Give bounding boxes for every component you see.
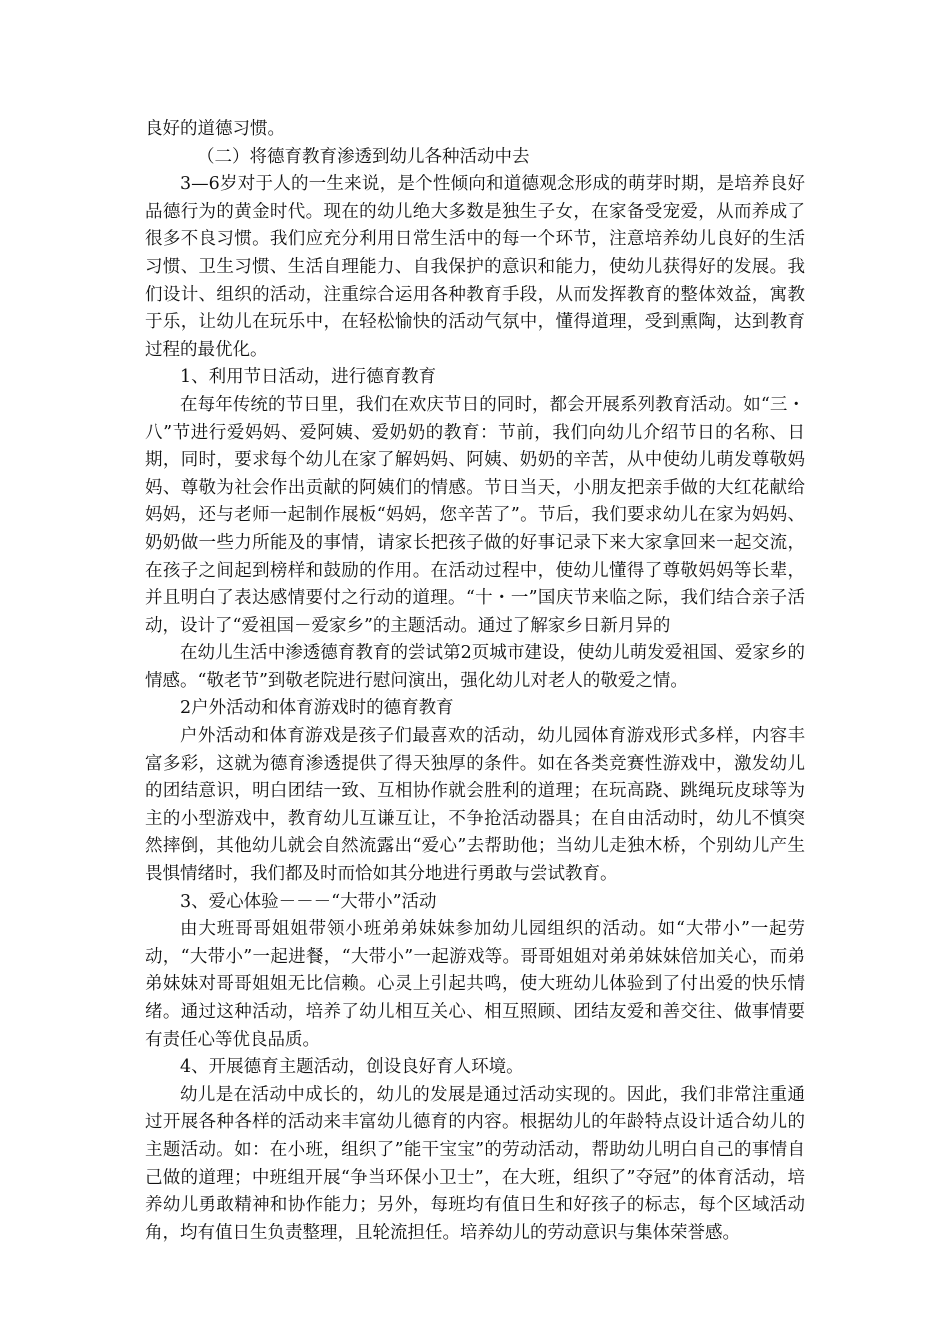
sub-heading: 1、利用节日活动，进行德育教育	[180, 367, 437, 388]
document-page	[145, 116, 805, 1247]
paragraph-continued: 良好的道德习惯。	[145, 119, 285, 139]
paragraph: 由大班哥哥姐姐带领小班弟弟妹妹参加幼儿园组织的活动。如“大带小”一起劳动，“大带小”一起进餐，“大带小”一起游戏等。哥哥姐姐对弟弟妹妹倍加关心，而弟弟妹妹对哥哥姐姐无比信赖。心灵上引起共鸣，使大班幼儿体验到了付出爱的快乐情绪。通过这种活动，培养了幼儿相互关心、相互照顾、团结友爱和善交往、做事情要有责任心等优良品质。	[145, 919, 805, 1050]
sub-heading: 2户外活动和体育游戏时的德育教育	[180, 698, 454, 719]
paragraph: 幼儿是在活动中成长的，幼儿的发展是通过活动实现的。因此，我们非常注重通过开展各种各样的活动来丰富幼儿德育的内容。根据幼儿的年龄特点设计适合幼儿的主题活动。如：在小班，组织了”能干宝宝”的劳动活动，帮助幼儿明白自己的事情自己做的道理；中班组开展“争当环保小卫士”，在大班，组织了”夺冠”的体育活动，培养幼儿勇敢精神和协作能力；另外，每班均有值日生和好孩子的标志，每个区域活动角，均有值日生负责整理，且轮流担任。培养幼儿的劳动意识与集体荣誉感。	[145, 1084, 805, 1243]
paragraph: 3—6岁对于人的一生来说，是个性倾向和道德观念形成的萌芽时期，是培养良好品德行为的黄金时代。现在的幼儿绝大多数是独生子女，在家备受宠爱，从而养成了很多不良习惯。我们应充分利用日常生活中的每一个环节，注意培养幼儿良好的生活习惯、卫生习惯、生活自理能力、自我保护的意识和能力，使幼儿获得好的发展。我们设计、组织的活动，注重综合运用各种教育手段，从而发挥教育的整体效益，寓教于乐，让幼儿在玩乐中，在轻松愉快的活动气氛中，懂得道理，受到熏陶，达到教育过程的最优化。	[145, 174, 805, 360]
section-heading: （二）将德育教育渗透到幼儿各种活动中去	[197, 146, 530, 167]
paragraph: 户外活动和体育游戏是孩子们最喜欢的活动，幼儿园体育游戏形式多样，内容丰富多彩，这就为德育渗透提供了得天独厚的条件。如在各类竞赛性游戏中，激发幼儿的团结意识，明白团结一致、互相协作就会胜利的道理；在玩高跷、跳绳玩皮球等为主的小型游戏中，教育幼儿互谦互让，不争抢活动器具；在自由活动时，幼儿不慎突然摔倒，其他幼儿就会自然流露出“爱心”去帮助他；当幼儿走独木桥，个别幼儿产生畏惧情绪时，我们都及时而恰如其分地进行勇敢与尝试教育。	[145, 726, 805, 885]
paragraph: 在幼儿生活中渗透德育教育的尝试第2页城市建设，使幼儿萌发爱祖国、爱家乡的情感。“敬老节”到敬老院进行慰问演出，强化幼儿对老人的敬爱之情。	[145, 643, 805, 691]
sub-heading: 4、开展德育主题活动，创设良好育人环境。	[180, 1057, 524, 1078]
paragraph: 在每年传统的节日里，我们在欢庆节日的同时，都会开展系列教育活动。如“三・八”节进行爱妈妈、爱阿姨、爱奶奶的教育：节前，我们向幼儿介绍节日的名称、日期，同时，要求每个幼儿在家了解妈妈、阿姨、奶奶的辛苦，从中使幼儿萌发尊敬妈妈、尊敬为社会作出贡献的阿姨们的情感。节日当天，小朋友把亲手做的大红花献给妈妈，还与老师一起制作展板“妈妈，您辛苦了”。节后，我们要求幼儿在家为妈妈、奶奶做一些力所能及的事情，请家长把孩子做的好事记录下来大家拿回来一起交流，在孩子之间起到榜样和鼓励的作用。在活动过程中，使幼儿懂得了尊敬妈妈等长辈，并且明白了表达感情要付之行动的道理。“十・一”国庆节来临之际，我们结合亲子活动，设计了“爱祖国－爱家乡”的主题活动。通过了解家乡日新月异的	[145, 394, 805, 636]
sub-heading: 3、爱心体验－－－“大带小”活动	[180, 891, 437, 912]
